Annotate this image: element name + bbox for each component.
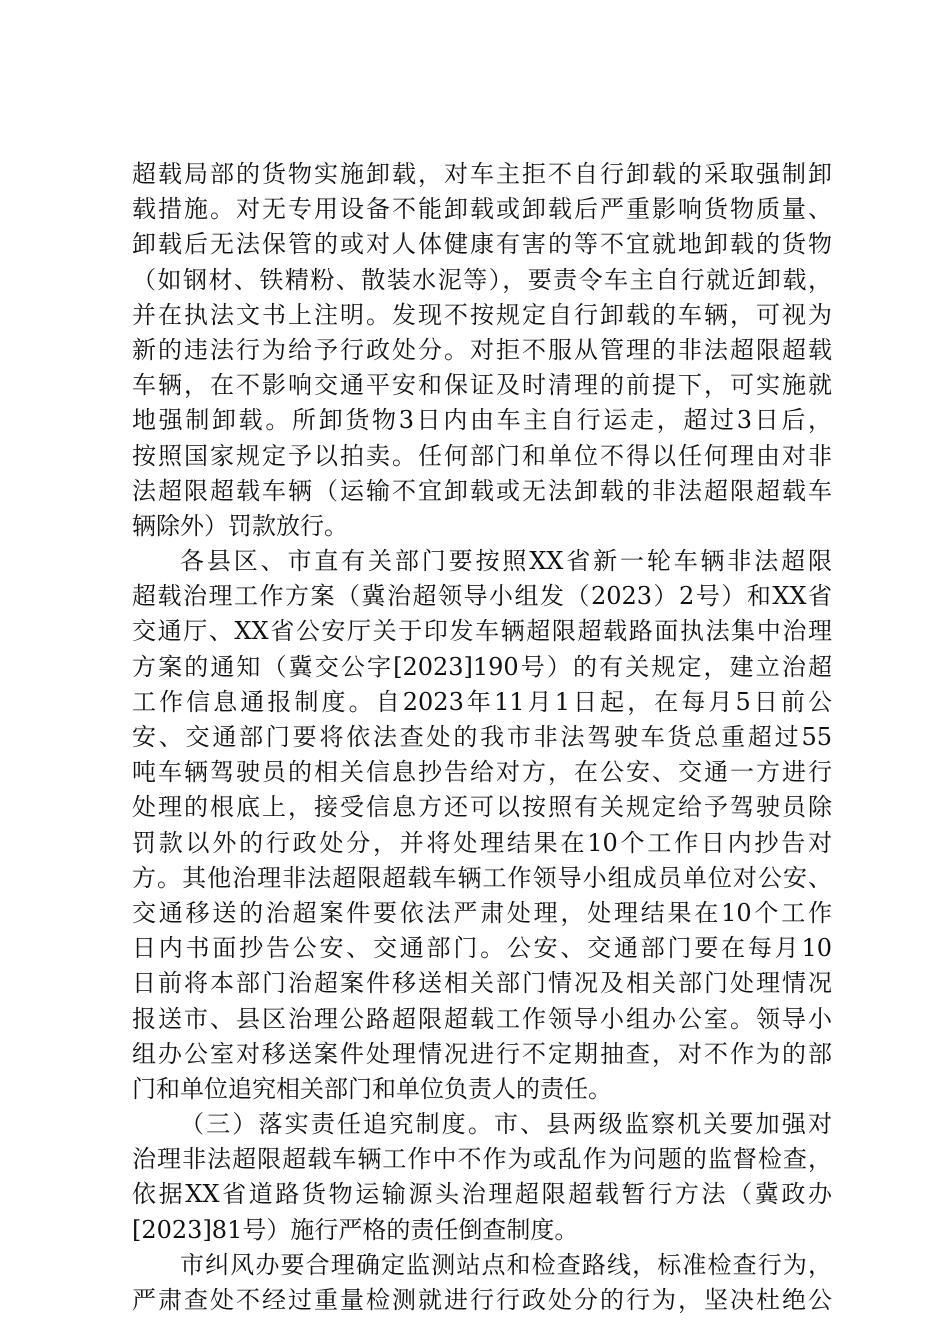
- text-line: 报送市、县区治理公路超限超载工作领导小组办公室。领导小: [132, 1004, 832, 1033]
- text-line: 严肃查处不经过重量检测就进行行政处分的行为，坚决杜绝公: [132, 1286, 832, 1314]
- text-line: 组办公室对移送案件处理情况进行不定期抽查，对不作为的部: [132, 1039, 832, 1068]
- text-line: 按照国家规定予以拍卖。任何部门和单位不得以任何理由对非: [132, 441, 832, 470]
- document-body: [132, 157, 832, 1318]
- text-line: 罚款以外的行政处分，并将处理结果在10个工作日内抄告对: [132, 828, 832, 857]
- text-line: 工作信息通报制度。自2023年11月1日起，在每月5日前公: [132, 687, 832, 716]
- paragraph-start-line: 市纠风办要合理确定监测站点和检查路线，标准检查行为，: [180, 1250, 832, 1279]
- text-line: 交通厅、XX省公安厅关于印发车辆超限超载路面执法集中治理: [132, 617, 832, 646]
- text-line: 方。其他治理非法超限超载车辆工作领导小组成员单位对公安、: [132, 863, 832, 892]
- text-line: 处理的根底上，接受信息方还可以按照有关规定给予驾驶员除: [132, 793, 832, 822]
- text-line: 超载局部的货物实施卸载，对车主拒不自行卸载的采取强制卸: [132, 160, 832, 188]
- text-line: 安、交通部门要将依法查处的我市非法驾驶车货总重超过55: [132, 723, 832, 751]
- text-line: （如钢材、铁精粉、散装水泥等），要责令车主自行就近卸载，: [132, 265, 832, 294]
- text-line: 法超限超载车辆（运输不宜卸载或无法卸载的非法超限超载车: [132, 476, 832, 505]
- text-line: [2023]81号）施行严格的责任倒查制度。: [132, 1215, 579, 1244]
- text-line: 治理非法超限超载车辆工作中不作为或乱作为问题的监督检查，: [132, 1145, 832, 1174]
- text-line: 超载治理工作方案（冀治超领导小组发（2023）2号）和XX省: [132, 582, 832, 611]
- text-line: 日前将本部门治超案件移送相关部门情况及相关部门处理情况: [132, 969, 832, 998]
- text-line: 车辆，在不影响交通平安和保证及时清理的前提下，可实施就: [132, 371, 832, 400]
- text-line: 载措施。对无专用设备不能卸载或卸载后严重影响货物质量、: [132, 195, 832, 224]
- text-line: 地强制卸载。所卸货物3日内由车主自行运走，超过3日后，: [132, 406, 832, 435]
- text-line: 门和单位追究相关部门和单位负责人的责任。: [132, 1074, 612, 1103]
- text-line: 依据XX省道路货物运输源头治理超限超载暂行方法（冀政办: [132, 1180, 832, 1209]
- text-line: 新的违法行为给予行政处分。对拒不服从管理的非法超限超载: [132, 335, 832, 364]
- text-line: 辆除外）罚款放行。: [132, 511, 348, 540]
- text-line: 交通移送的治超案件要依法严肃处理，处理结果在10个工作: [132, 898, 832, 927]
- text-line: 日内书面抄告公安、交通部门。公安、交通部门要在每月10: [132, 934, 832, 963]
- text-line: 并在执法文书上注明。发现不按规定自行卸载的车辆，可视为: [132, 300, 832, 329]
- text-line: 方案的通知（冀交公字[2023]190号）的有关规定，建立治超: [132, 652, 832, 681]
- text-line: 吨车辆驾驶员的相关信息抄告给对方，在公安、交通一方进行: [132, 758, 832, 787]
- section-heading-line: （三）落实责任追究制度。市、县两级监察机关要加强对: [180, 1110, 832, 1139]
- paragraph-start-line: 各县区、市直有关部门要按照XX省新一轮车辆非法超限: [180, 547, 832, 576]
- text-line: 卸载后无法保管的或对人体健康有害的等不宜就地卸载的货物: [132, 230, 832, 259]
